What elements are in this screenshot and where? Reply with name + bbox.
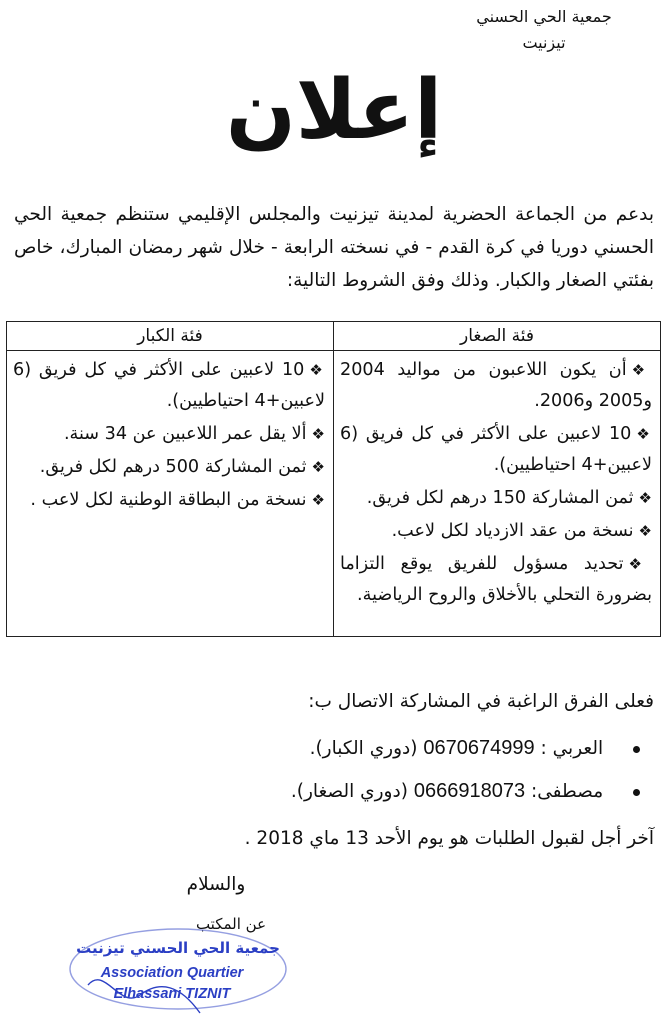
conditions-body-row: [7, 351, 661, 637]
contact-phone: 0670674999: [423, 737, 535, 759]
condition-text: نسخة من البطاقة الوطنية لكل لاعب .: [30, 490, 307, 510]
condition-item: [340, 483, 652, 514]
organization-name: جمعية الحي الحسني: [476, 7, 612, 26]
association-stamp: [60, 925, 290, 1020]
stamp-arabic-text: جمعية الحي الحسني تيزنيت: [76, 939, 280, 957]
contact-item: [40, 735, 640, 762]
condition-item: [340, 355, 652, 417]
condition-item: [340, 516, 652, 547]
contact-name: مصطفى:: [530, 781, 604, 802]
contact-note: (دوري الكبار).: [309, 738, 418, 759]
organization-city: تيزنيت: [522, 33, 566, 52]
condition-item: [13, 485, 325, 516]
column-header-big: فئة الكبار: [7, 322, 334, 351]
small-category-list: [340, 355, 652, 611]
condition-item: [13, 419, 325, 450]
deadline-notice: آخر أجل لقبول الطلبات هو يوم الأحد 13 ماي 2018 .: [244, 828, 654, 849]
conditions-table: [6, 321, 661, 637]
condition-text: ألا يقل عمر اللاعبين عن 34 سنة.: [63, 424, 307, 444]
diamond-bullet-icon: ❖: [638, 522, 652, 540]
condition-item: [13, 355, 325, 417]
contact-note: (دوري الصغار).: [290, 781, 408, 802]
intro-paragraph: بدعم من الجماعة الحضرية لمدينة تيزنيت والمجلس الإقليمي ستنظم جمعية الحي الحسني دوريا في كرة القدم - في نسخته الرابعة - خلال شهر رمضان المبارك، خاص بفئتي الصغار والكبار. وذلك وفق الشروط التالية:: [14, 204, 654, 291]
signature-line: عن المكتب: [195, 915, 267, 933]
condition-text: أن يكون اللاعبون من مواليد 2004 و2005 و2006.: [340, 360, 652, 411]
stamp-latin-line1: Association Quartier: [100, 965, 244, 981]
diamond-bullet-icon: ❖: [309, 361, 325, 379]
diamond-bullet-icon: ❖: [631, 361, 652, 379]
contact-phone: 0666918073: [413, 780, 526, 802]
condition-text: 10 لاعبين على الأكثر في كل فريق (6 لاعبين+4 احتياطيين).: [13, 360, 325, 411]
bullet-dot-icon: [633, 746, 640, 753]
organization-header: [434, 4, 654, 56]
diamond-bullet-icon: ❖: [311, 491, 325, 509]
big-category-list: [13, 355, 325, 516]
condition-text: تحديد مسؤول للفريق يوقع التزاما بضرورة التحلي بالأخلاق والروح الرياضية.: [340, 554, 652, 605]
big-category-cell: [7, 351, 334, 637]
condition-text: 10 لاعبين على الأكثر في كل فريق (6 لاعبين+4 احتياطيين).: [340, 424, 652, 475]
conditions-header-row: [7, 322, 661, 351]
stamp-latin-line2: Elhassani TIZNIT: [113, 986, 231, 1002]
announcement-title: إعلان: [225, 63, 443, 158]
contacts-list: [40, 735, 640, 821]
condition-text: ثمن المشاركة 500 درهم لكل فريق.: [39, 457, 307, 477]
small-category-cell: [334, 351, 661, 637]
diamond-bullet-icon: ❖: [311, 425, 325, 443]
contact-name: العربي :: [540, 738, 604, 759]
bullet-dot-icon: [633, 789, 640, 796]
condition-text: ثمن المشاركة 150 درهم لكل فريق.: [366, 488, 634, 508]
contact-intro: فعلى الفرق الراغبة في المشاركة الاتصال ب:: [308, 691, 654, 712]
diamond-bullet-icon: ❖: [638, 489, 652, 507]
closing-greeting: والسلام: [186, 874, 246, 895]
diamond-bullet-icon: ❖: [628, 555, 652, 573]
condition-item: [13, 452, 325, 483]
column-header-small: فئة الصغار: [334, 322, 661, 351]
condition-item: [340, 549, 652, 611]
condition-item: [340, 419, 652, 481]
condition-text: نسخة من عقد الازدياد لكل لاعب.: [391, 521, 634, 541]
contact-item: [40, 778, 640, 805]
diamond-bullet-icon: ❖: [636, 425, 652, 443]
diamond-bullet-icon: ❖: [311, 458, 325, 476]
